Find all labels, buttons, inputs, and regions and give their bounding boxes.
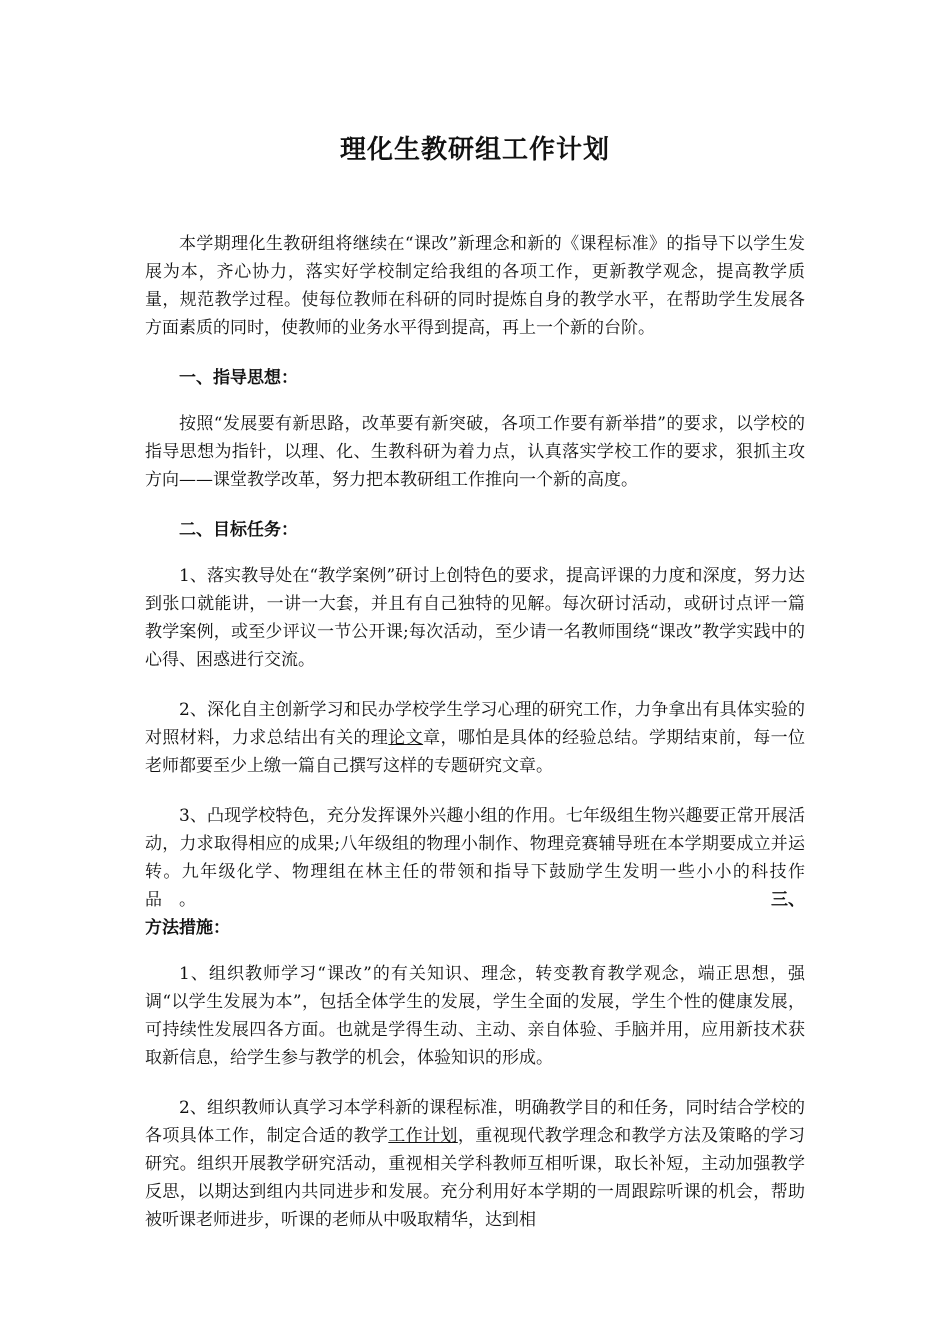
document-title: 理化生教研组工作计划 (339, 135, 610, 165)
goal-item-2-text-a: 2、深化自主创新学习和民办学校学生学习心理的研究工作，力争拿出有具体实验的对照材料，力求总结出有关的理 (145, 700, 805, 748)
section-heading-goals: 二、目标任务： (179, 520, 298, 540)
method-item-2 (145, 1094, 805, 1234)
section-heading-methods: 方法措施： (145, 918, 230, 938)
paper-link[interactable]: 论文 (388, 728, 424, 748)
intro-paragraph: 本学期理化生教研组将继续在“课改”新理念和新的《课程标准》的指导下以学生发展为本，齐心协力，落实好学校制定给我组的各项工作，更新教学观念，提高教学质量，规范教学过程。使每位教师在科研的同时提炼自身的教学水平，在帮助学生发展各方面素质的同时，使教师的业务水平得到提高，再上一个新的台阶。 (145, 234, 805, 338)
method-item-1: 1、组织教师学习“课改”的有关知识、理念，转变教育教学观念，端正思想，强调“以学生发展为本”，包括全体学生的发展，学生全面的发展，学生个性的健康发展，可持续性发展四各方面。也就是学得生动、主动、亲自体验、手脑并用，应用新技术获取新信息，给学生参与教学的机会，体验知识的形成。 (145, 964, 805, 1068)
method-item-2-text-b: ，重视现代教学理念和教学方法及策略的学习研究。组织开展教学研究活动，重视相关学科教师互相听课，取长补短，主动加强教学反思，以期达到组内共同进步和发展。充分利用好本学期的一周跟踪听课的机会，帮助被听课老师进步，听课的老师从中吸取精华，达到相 (145, 1126, 806, 1230)
goal-item-3-text: 3、凸现学校特色，充分发挥课外兴趣小组的作用。七年级组生物兴趣要正常开展活动，力求取得相应的成果;八年级组的物理小制作、物理竞赛辅导班在本学期要成立并运转。九年级化学、物理组在林主任的带领和指导下鼓励学生发明一些小小的科技作品 。 (145, 806, 805, 910)
section-heading-guiding-ideas: 一、指导思想： (179, 368, 298, 388)
method-item-2-text-a: 2、组织教师认真学习本学科新的课程标准，明确教学目的和任务，同时结合学校的各项具体工作，制定合适的教学 (145, 1098, 805, 1146)
goal-item-3 (145, 802, 805, 914)
goal-item-2 (145, 696, 805, 780)
document-body (145, 230, 805, 1234)
guiding-ideas-paragraph: 按照“发展要有新思路，改革要有新突破，各项工作要有新举措”的要求，以学校的指导思想为指针，以理、化、生教科研为着力点，认真落实学校工作的要求，狠抓主攻方向——课堂教学改革，努力把本教研组工作推向一个新的高度。 (145, 414, 805, 490)
goal-item-2-text-b: 章，哪怕是具体的经验总结。学期结束前，每一位老师都要至少上缴一篇自己撰写这样的专题研究文章。 (145, 728, 806, 776)
goal-item-1: 1、落实教导处在“教学案例”研讨上创特色的要求，提高评课的力度和深度，努力达到张口就能讲，一讲一大套，并且有自己独特的见解。每次研讨活动，或研讨点评一篇教学案例，或至少评议一节公开课;每次活动，至少请一名教师围绕“课改”教学实践中的心得、困惑进行交流。 (145, 566, 805, 670)
section-heading-methods-number: 三、 (771, 890, 805, 910)
work-plan-link[interactable]: 工作计划 (388, 1126, 458, 1146)
